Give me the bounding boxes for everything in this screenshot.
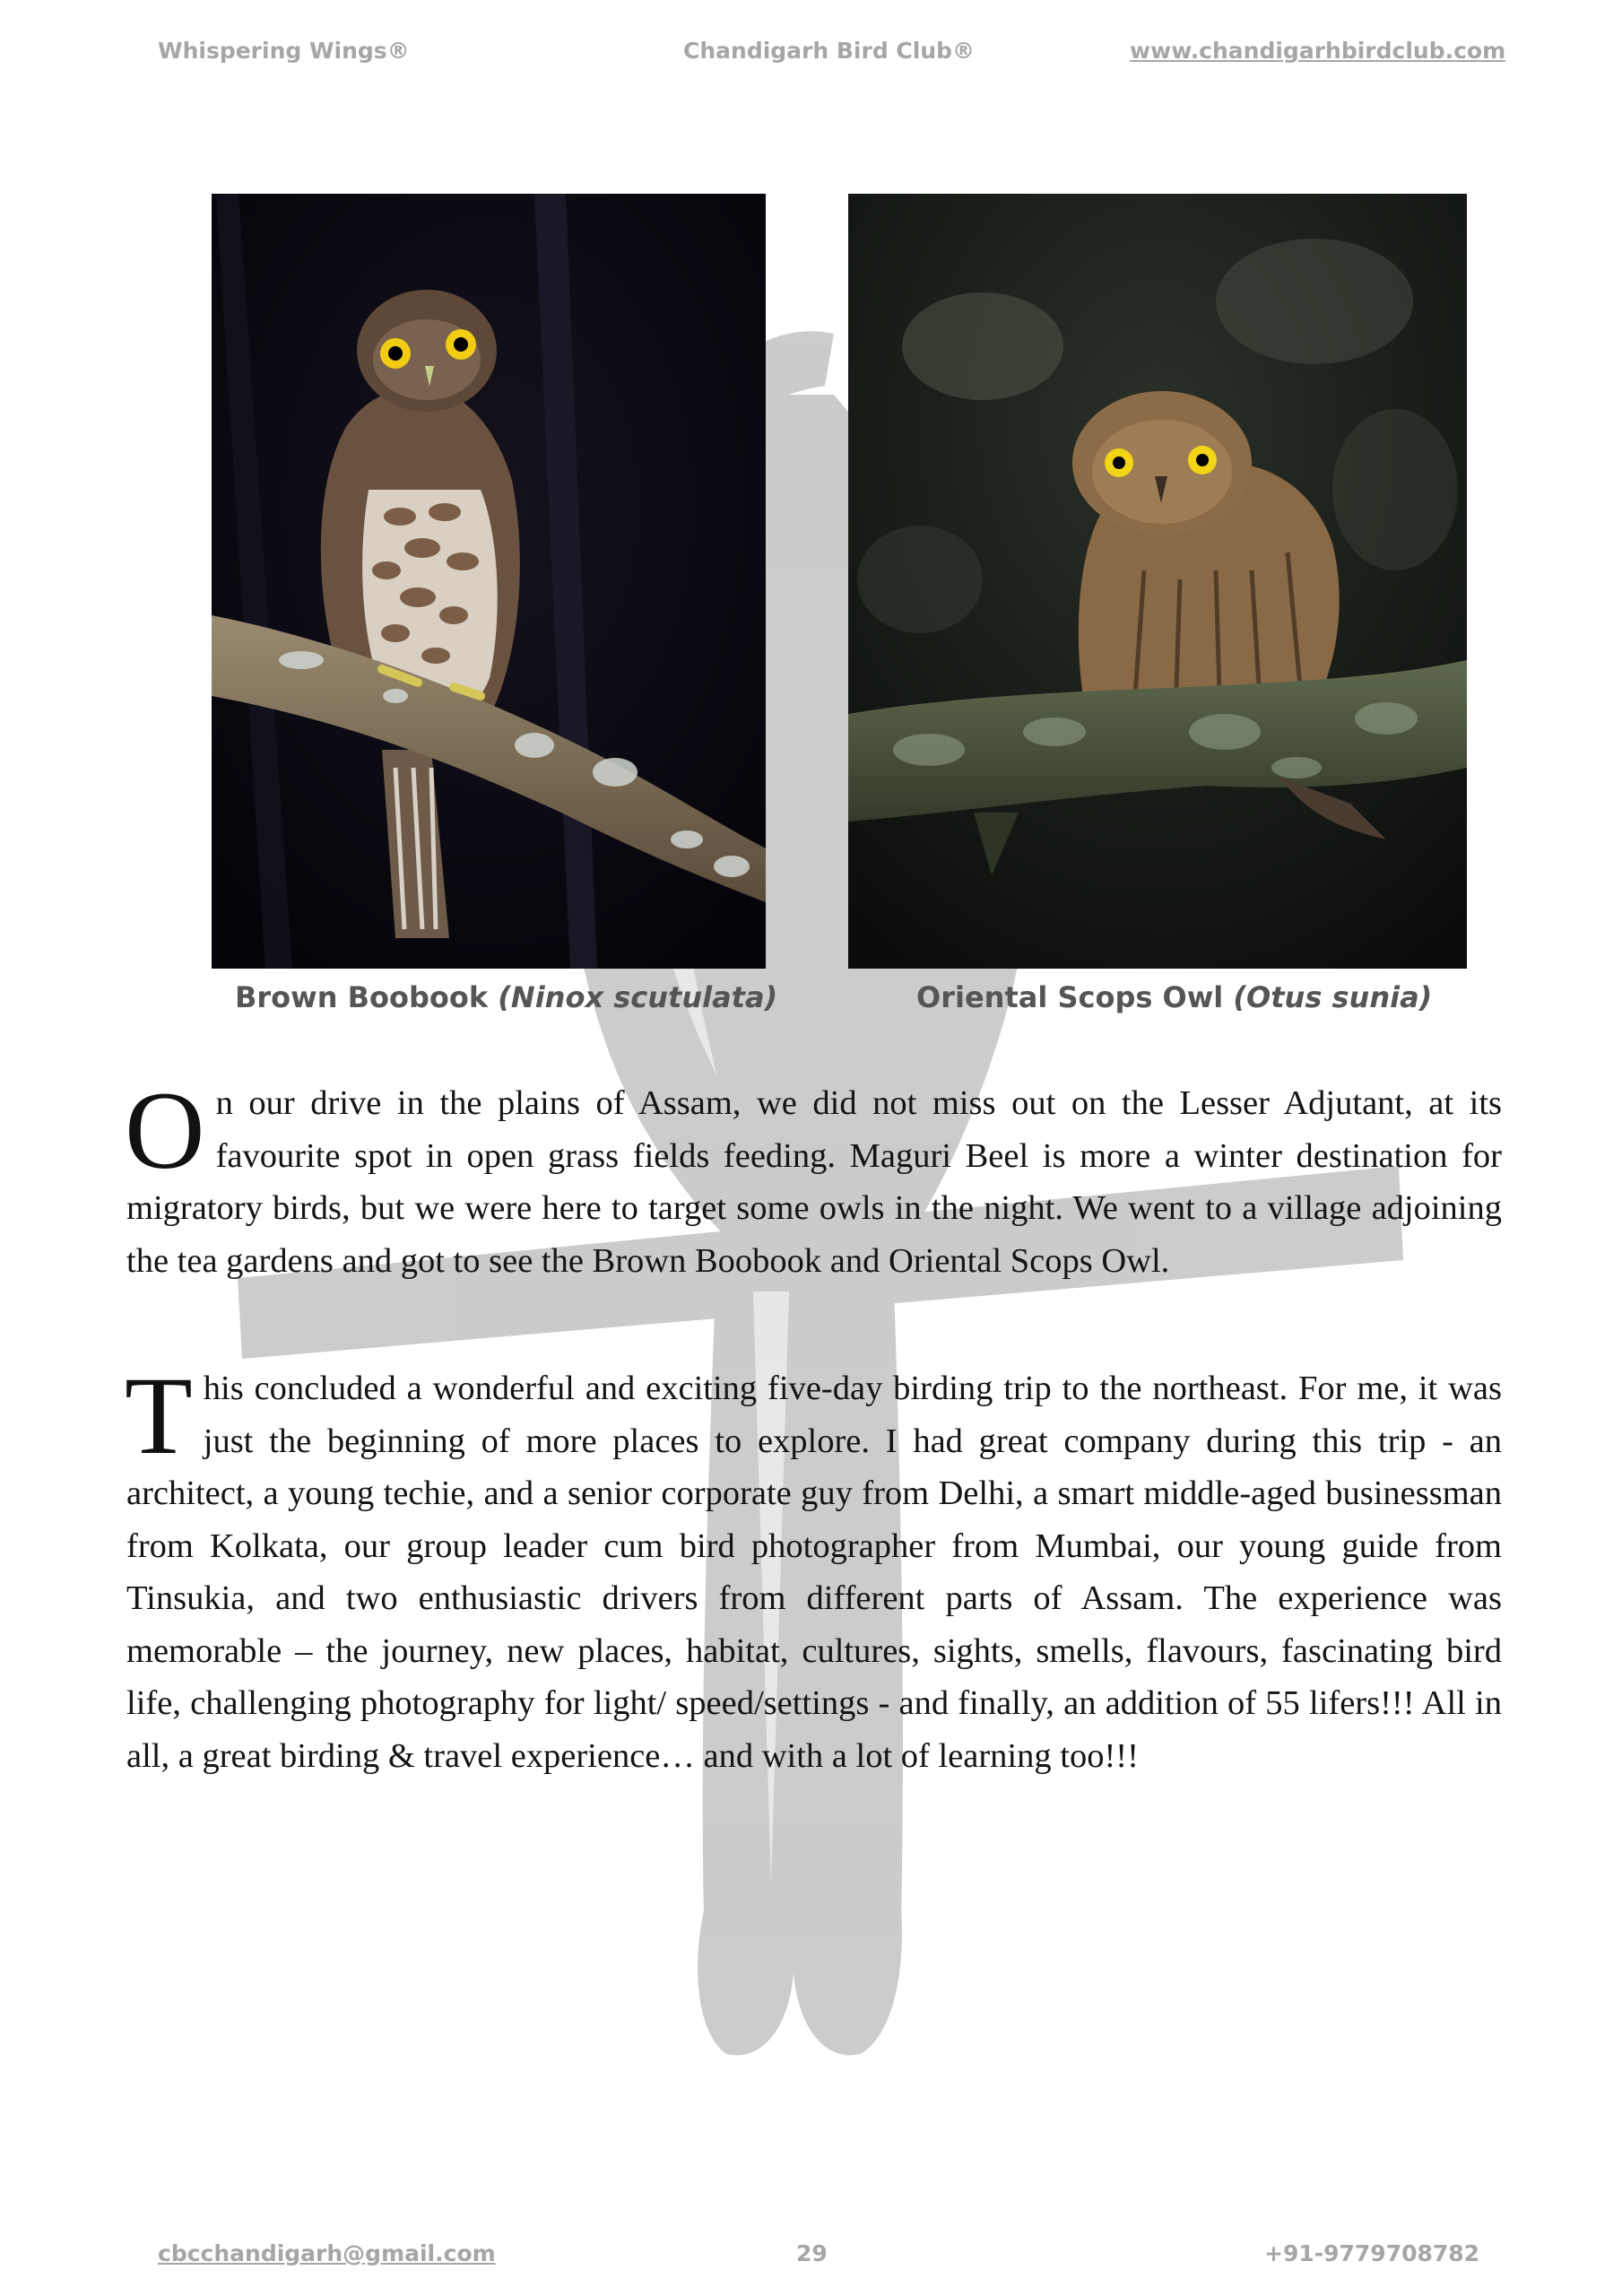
page-footer: [0, 2240, 1622, 2276]
body-paragraph-conclusion: [125, 1354, 1502, 1782]
header-website-link[interactable]: www.chandigarhbirdclub.com: [1130, 38, 1506, 64]
caption-scientific-name: (Ninox scutulata): [498, 980, 778, 1014]
photo-brown-boobook: [212, 194, 766, 969]
caption-common-name: Oriental Scops Owl: [916, 980, 1234, 1014]
footer-email-link[interactable]: cbcchandigarh@gmail.com: [158, 2240, 496, 2266]
drop-cap: T: [125, 1354, 193, 1477]
caption-brown-boobook: [235, 980, 777, 1014]
page-header: [0, 38, 1622, 74]
caption-common-name: Brown Boobook: [235, 980, 499, 1014]
paragraph-text: his concluded a wonderful and exciting five-day birding trip to the northeast. For me, it was just the beginning of more places to explore. I had great company during this trip - an architect, a young techie, and a senior corporate guy from Delhi, a smart middle-aged businessman from Kolkata, our group leader cum bird photographer from Mumbai, our young guide from Tinsukia, and two enthusiastic drivers from different parts of Assam. The experience was memorable – the journey, new places, habitat, cultures, sights, smells, flavours, fascinating bird life, challenging photography for light/ speed/settings - and finally, an addition of 55 lifers!!! All in all, a great birding & travel experience… and with a lot of learning too!!!: [126, 1370, 1502, 1775]
caption-oriental-scops-owl: [916, 980, 1432, 1014]
caption-scientific-name: (Otus sunia): [1233, 980, 1433, 1014]
page-number: 29: [796, 2240, 828, 2266]
header-publication: Whispering Wings®: [158, 38, 410, 64]
header-club-name: Chandigarh Bird Club®: [683, 38, 976, 64]
paragraph-text: n our drive in the plains of Assam, we did not miss out on the Lesser Adjutant, at its favourite spot in open grass fields feeding. Maguri Beel is more a winter destination for migratory birds, but we were here to target some owls in the night. We went to a village adjoining the tea gardens and got to see the Brown Boobook and Oriental Scops Owl.: [126, 1084, 1502, 1280]
footer-phone: +91-9779708782: [1264, 2240, 1480, 2266]
photo-oriental-scops-owl: [848, 194, 1467, 969]
body-paragraph-assam: [125, 1069, 1502, 1287]
drop-cap: O: [125, 1069, 205, 1192]
